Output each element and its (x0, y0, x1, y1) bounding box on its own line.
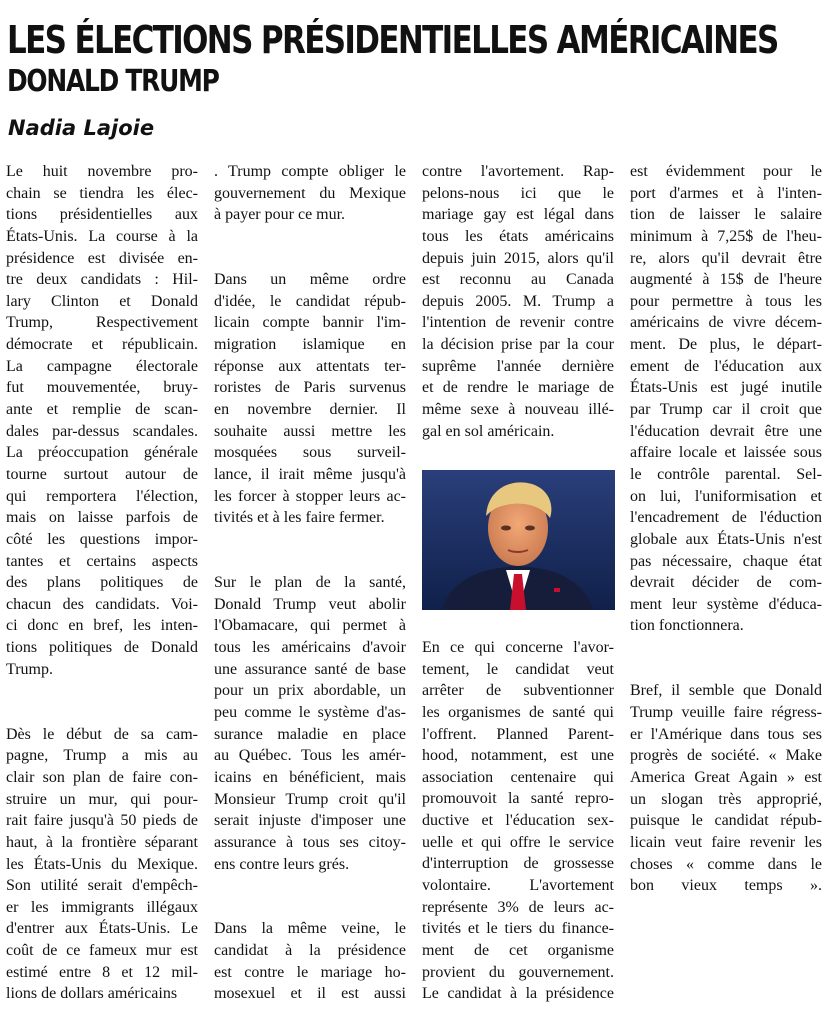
text-line: Sur le plan de la santé, (214, 574, 406, 592)
text-line: réponse aux attentats ter- (214, 357, 406, 375)
paragraph-gap (214, 248, 406, 270)
text-column-4 (630, 161, 822, 897)
text-line: une assurance santé de base (214, 660, 406, 678)
text-line: mosexuel et il est aussi (214, 985, 406, 1003)
text-line: est contre le mariage ho- (214, 963, 406, 981)
text-line: Trump. (6, 660, 53, 678)
paragraph-gap (214, 897, 406, 919)
portrait-photo (422, 470, 615, 610)
text-line: démocrate et républicain. (6, 336, 198, 354)
text-line: tement, le candidat veut (422, 660, 614, 678)
article-title: LES ÉLECTIONS PRÉSIDENTIELLES AMÉRICAINES (7, 18, 778, 62)
paragraph-gap (214, 875, 406, 897)
text-line: souhaite aussi mettre les (214, 422, 406, 440)
text-line: ens contre leurs grés. (214, 855, 350, 873)
text-line: globale aux États-Unis n'est (630, 530, 822, 548)
text-line: Bref, il semble que Donald (630, 682, 822, 700)
text-line: représente 3% de leurs ac- (422, 898, 614, 916)
text-line: augmenté à 15$ de l'heure (630, 271, 822, 289)
text-line: les États-Unis du Mexique. (6, 855, 198, 873)
text-line: ment de cet organisme (422, 941, 614, 959)
text-line: côté les questions impor- (6, 530, 198, 548)
text-line: tivités et le tiers du finance- (422, 920, 614, 938)
text-line: pelons-nous ici que le (422, 184, 614, 202)
text-line: l'Obamacare, qui permet à (214, 617, 406, 635)
text-line: depuis 2005. M. Trump a (422, 292, 614, 310)
text-line: Le huit novembre pro- (6, 163, 198, 180)
paragraph-gap (214, 529, 406, 551)
text-line: tion fonctionnera. (630, 617, 744, 635)
text-line: America Great Again » est (630, 768, 822, 786)
text-line: pour un prix abordable, un (214, 682, 406, 700)
text-line: Monsieur Trump croit qu'il (214, 790, 406, 808)
text-line: port d'armes et à l'inten- (630, 184, 822, 202)
text-line: on lui, l'uniformisation et (630, 487, 822, 505)
paragraph-gap (214, 226, 406, 248)
text-line: ment. De plus, le départ- (630, 336, 822, 354)
text-line: l'intention de revenir contre (422, 314, 614, 332)
text-column-3-bottom (422, 637, 614, 1005)
text-line: dales par-dessus scandales. (6, 422, 198, 440)
text-line: Dans un même ordre (214, 271, 406, 289)
text-line: gouvernement du Mexique (214, 184, 406, 202)
text-line: licain veut faire revenir les (630, 833, 822, 851)
text-line: lions de dollars américains (6, 985, 178, 1003)
text-line: au Québec. Tous les amér- (214, 747, 406, 765)
text-line: chain se tiendra les élec- (6, 184, 198, 202)
text-line: peu comme le système d'as- (214, 704, 406, 722)
text-line: et de rendre le mariage de (422, 379, 614, 397)
text-line: d'idée, le candidat répub- (214, 292, 406, 310)
text-line: puisque le candidat répub- (630, 812, 822, 830)
text-line: ante et remplie de scan- (6, 401, 198, 419)
text-line: mariage gay est légal dans (422, 206, 614, 224)
paragraph-gap (6, 680, 198, 702)
text-line: suprême l'année dernière (422, 357, 614, 375)
text-column-3-top (422, 161, 614, 442)
text-line: uelle et qui offre le service (422, 833, 614, 851)
text-line: États-Unis. La course à la (6, 227, 198, 245)
text-line: devrait décider de com- (630, 574, 822, 592)
text-line: américains de vivre décem- (630, 314, 822, 332)
text-line: Donald Trump veut abolir (214, 595, 406, 613)
text-line: d'interruption de grossesse (422, 855, 614, 873)
text-line: pagne, Trump a mis au (6, 747, 198, 765)
text-line: . Trump compte obliger le (214, 163, 406, 180)
text-line: chacun des candidats. Voi- (6, 595, 198, 613)
author-byline: Nadia Lajoie (8, 116, 155, 140)
text-line: États-Unis est jugé inutile (630, 379, 822, 397)
text-line: d'entrer aux États-Unis. Le (6, 920, 198, 938)
text-line: Trump, Respectivement (6, 314, 198, 332)
text-line: lary Clinton et Donald (6, 292, 198, 310)
text-line: des plans politiques de (6, 574, 198, 592)
text-line: l'éducation devrait être une (630, 422, 822, 440)
text-line: En ce qui concerne l'avor- (422, 639, 614, 656)
text-line: roristes de Paris survenus (214, 379, 406, 397)
text-line: coût de ce fameux mur est (6, 942, 198, 960)
text-line: l'offrent. Planned Parent- (422, 725, 614, 743)
text-line: ductive et l'éducation sex- (422, 812, 614, 830)
text-line: gal en sol américain. (422, 422, 555, 440)
article-subtitle: DONALD TRUMP (7, 64, 219, 99)
text-line: bon vieux temps ». (630, 877, 822, 895)
text-line: surance maladie en place (214, 725, 406, 743)
text-line: clair son plan de faire con- (6, 768, 198, 786)
text-line: estimé entre 8 et 12 mil- (6, 963, 198, 981)
text-line: fut mouvementée, bruy- (6, 379, 198, 397)
text-line: lance, il irait même jusqu'à (214, 465, 406, 483)
text-line: tantes et certains aspects (6, 552, 198, 570)
text-line: depuis juin 2015, alors qu'il (422, 249, 614, 267)
text-line: un slogan très approprié, (630, 790, 822, 808)
text-line: serait injuste d'imposer une (214, 812, 406, 830)
text-line: tous les états américains (422, 227, 614, 245)
text-line: contre l'avortement. Rap- (422, 163, 614, 180)
text-line: tous les américains d'avoir (214, 639, 406, 657)
text-line: est évidemment pour le (630, 163, 822, 180)
text-line: choses « comme dans le (630, 855, 822, 873)
text-line: tions politiques de Donald (6, 639, 198, 657)
text-line: l'encadrement de l'éduction (630, 509, 822, 527)
text-line: qui remportera l'élection, (6, 487, 198, 505)
text-line: mais on laisse parfois de (6, 509, 198, 527)
text-line: haut, à la frontière séparant (6, 833, 198, 851)
text-line: promouvoit la santé repro- (422, 790, 614, 808)
text-line: présidence est divisée en- (6, 249, 198, 267)
text-column-1 (6, 161, 198, 1005)
text-line: mosquées sous surveil- (214, 444, 406, 462)
text-line: Son utilité serait d'empêch- (6, 877, 198, 895)
text-line: tre deux candidats : Hil- (6, 271, 198, 289)
text-line: Dès le début de sa cam- (6, 725, 198, 743)
text-line: licain compte bannir l'im- (214, 314, 406, 332)
text-line: tivités et à les faire fermer. (214, 509, 385, 527)
text-line: rait faire jusqu'à 50 pieds de (6, 812, 198, 830)
text-line: les organismes de santé qui (422, 703, 614, 721)
text-line: La préoccupation générale (6, 444, 198, 462)
text-line: progrès de société. « Make (630, 747, 822, 765)
text-line: er les immigrants illégaux (6, 898, 198, 916)
portrait-photo-icon (422, 470, 615, 610)
paragraph-gap (630, 659, 822, 681)
text-line: la décision prise par la cour (422, 336, 614, 354)
text-line: minimum à 7,25$ de l'heu- (630, 227, 822, 245)
text-line: hood, notamment, est une (422, 747, 614, 765)
text-line: icains en bénéficient, mais (214, 768, 406, 786)
text-line: Dans la même veine, le (214, 920, 406, 938)
text-line: migration islamique en (214, 336, 406, 354)
paragraph-gap (630, 637, 822, 659)
text-line: struire un mur, qui pour- (6, 790, 198, 808)
text-line: est reconnu au Canada (422, 271, 614, 289)
text-line: affaire locale et laissée sous (630, 444, 822, 462)
text-line: arrêter de subventionner (422, 682, 614, 700)
text-line: association centenaire qui (422, 768, 614, 786)
text-line: re, alors qu'il devrait être (630, 249, 822, 267)
text-line: tion de laisser le salaire (630, 206, 822, 224)
text-line: par Trump car il croit que (630, 401, 822, 419)
text-line: provient du gouvernement. (422, 963, 614, 981)
text-line: les forcer à stopper leurs ac- (214, 487, 406, 505)
text-line: pas nécessaire, chaque état (630, 552, 822, 570)
text-line: candidat à la présidence (214, 942, 406, 960)
text-column-2 (214, 161, 406, 1005)
text-line: ment leur système d'éduca- (630, 595, 822, 613)
paragraph-gap (214, 551, 406, 573)
text-line: pour permettre à tous les (630, 292, 822, 310)
text-line: ci donc en bref, les inten- (6, 617, 198, 635)
text-line: tourne surtout autour de (6, 465, 198, 483)
text-line: à payer pour ce mur. (214, 206, 346, 224)
text-line: Trump veuille faire régress- (630, 704, 822, 722)
text-line: même sexe à nouveau illé- (422, 401, 614, 419)
text-line: er l'Amérique dans tous ses (630, 725, 822, 743)
text-line: en novembre dernier. Il (214, 401, 406, 419)
text-line: le contrôle parental. Sel- (630, 465, 822, 483)
paragraph-gap (6, 702, 198, 724)
text-line: La campagne électorale (6, 357, 198, 375)
text-line: Le candidat à la présidence (422, 985, 614, 1003)
text-line: tions présidentielles aux (6, 206, 198, 224)
text-line: volontaire. L'avortement (422, 877, 614, 895)
text-line: assurance à tous ses citoy- (214, 833, 406, 851)
text-line: ement de l'éducation aux (630, 357, 822, 375)
